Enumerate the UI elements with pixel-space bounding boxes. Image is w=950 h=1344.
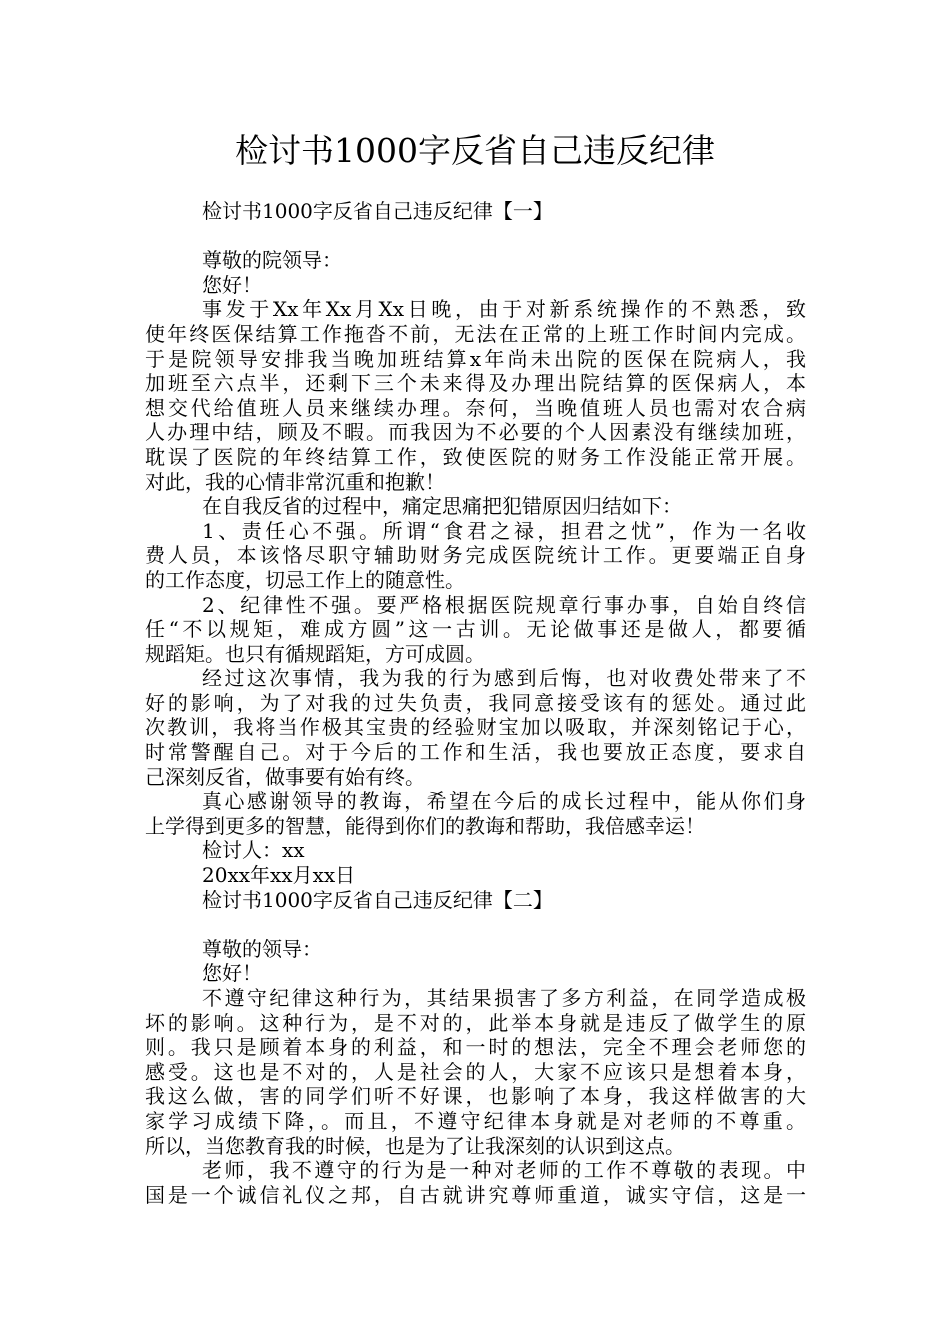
- paragraph-line: 2、纪律性不强。要严格根据医院规章行事办事，自始自终信: [202, 592, 806, 617]
- paragraph-line: 事发于Xx年Xx月Xx日晚，由于对新系统操作的不熟悉，致: [202, 297, 806, 322]
- paragraph-line: 好的影响，为了对我的过失负责，我同意接受该有的惩处。通过此: [145, 690, 806, 715]
- blank-line: [145, 224, 806, 249]
- paragraph-line: 1、责任心不强。所谓“食君之禄，担君之忧”，作为一名收: [202, 518, 806, 543]
- section-heading-2: 检讨书1000字反省自己违反纪律【二】: [202, 887, 553, 912]
- paragraph-line: 不遵守纪律这种行为，其结果损害了多方利益，在同学造成极: [202, 986, 806, 1010]
- greeting-1: 您好！: [202, 272, 262, 297]
- paragraph-line: 加班至六点半，还剩下三个未来得及办理出院结算的医保病人，本: [145, 371, 806, 396]
- paragraph-line: 感受。这也是不对的，人是社会的人，大家不应该只是想着本身，: [145, 1059, 806, 1084]
- paragraph-line: 我这么做，害的同学们听不好课，也影响了本身，我这样做害的大: [145, 1084, 806, 1109]
- paragraph-line: 上学得到更多的智慧，能得到你们的教诲和帮助，我倍感幸运！: [145, 813, 705, 838]
- paragraph-line: 耽误了医院的年终结算工作，致使医院的财务工作没能正常开展。: [145, 444, 806, 469]
- signer-line: 检讨人：xx: [202, 838, 305, 863]
- paragraph-line: 则。我只是顾着本身的利益，和一时的想法，完全不理会老师您的: [145, 1035, 806, 1060]
- document-body: [145, 199, 806, 1207]
- salutation-2: 尊敬的领导：: [202, 936, 322, 961]
- blank-line: [145, 912, 806, 937]
- paragraph-line: 想交代给值班人员来继续办理。奈何，当晚值班人员也需对农合病: [145, 395, 806, 420]
- paragraph-line: 于是院领导安排我当晚加班结算x年尚未出院的医保在院病人，我: [145, 346, 806, 371]
- paragraph-line: 在自我反省的过程中，痛定思痛把犯错原因归结如下：: [202, 494, 682, 519]
- paragraph-line: 时常警醒自己。对于今后的工作和生活，我也要放正态度，要求自: [145, 740, 806, 765]
- paragraph-line: 对此，我的心情非常沉重和抱歉！: [145, 469, 445, 494]
- paragraph-line: 使年终医保结算工作拖沓不前，无法在正常的上班工作时间内完成。: [145, 321, 806, 346]
- paragraph-line: 次教训，我将当作极其宝贵的经验财宝加以吸取，并深刻铭记于心，: [145, 715, 806, 740]
- section-heading-1: 检讨书1000字反省自己违反纪律【一】: [202, 199, 553, 223]
- date-line: 20xx年xx月xx日: [202, 863, 356, 888]
- paragraph-line: 真心感谢领导的教诲，希望在今后的成长过程中，能从你们身: [202, 789, 806, 814]
- salutation-1: 尊敬的院领导：: [202, 248, 342, 273]
- paragraph-line: 家学习成绩下降，。而且，不遵守纪律本身就是对老师的不尊重。: [145, 1108, 806, 1133]
- paragraph-line: 人办理中结，顾及不暇。而我因为不必要的个人因素没有继续加班，: [145, 420, 806, 445]
- paragraph-line: 的工作态度，切忌工作上的随意性。: [145, 567, 465, 592]
- paragraph-line: 坏的影响。这种行为，是不对的，此举本身就是违反了做学生的原: [145, 1010, 806, 1035]
- paragraph-line: 费人员，本该恪尽职守辅助财务完成医院统计工作。更要端正自身: [145, 543, 806, 568]
- paragraph-line: 规蹈矩。也只有循规蹈矩，方可成圆。: [145, 641, 485, 666]
- paragraph-line: 经过这次事情，我为我的行为感到后悔，也对收费处带来了不: [202, 666, 806, 691]
- paragraph-line: 己深刻反省，做事要有始有终。: [145, 764, 425, 789]
- paragraph-line: 老师，我不遵守的行为是一种对老师的工作不尊敬的表现。中: [202, 1158, 806, 1183]
- paragraph-line: 任“不以规矩，难成方圆”这一古训。无论做事还是做人，都要循: [145, 617, 806, 642]
- paragraph-line: 国是一个诚信礼仪之邦，自古就讲究尊师重道，诚实守信，这是一: [145, 1182, 806, 1207]
- document-title: 检讨书1000字反省自己违反纪律: [235, 131, 715, 170]
- paragraph-line: 所以，当您教育我的时候，也是为了让我深刻的认识到这点。: [145, 1133, 685, 1158]
- greeting-2: 您好！: [202, 961, 262, 986]
